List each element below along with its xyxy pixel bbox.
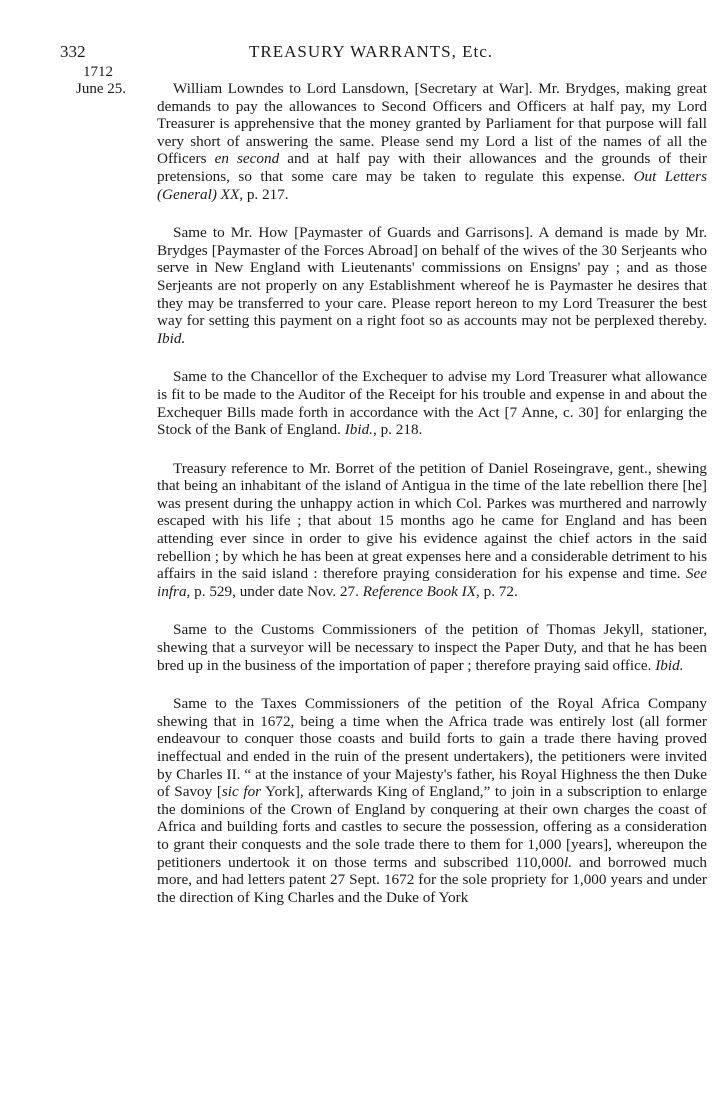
page-number: 332	[60, 42, 86, 61]
entry-royal-africa-company: Same to the Taxes Commissioners of the petition of the Royal Africa Company shewing that in 1672, being a time when the Africa trade was entirely lost (all former endeavour to conquer those coasts and build forts to gain a trade there having proved ineffectual and ended in the ruin of the present undertakers), the petitioners were invited by Charles II. “ at the instance of your Majesty's father, his Royal Highness the then Duke of Savoy [sic for York], afterwards King of England,” to join in a subscription to enlarge the dominions of the Crown of England by conquering at their own charges the coast of Africa and building forts and castles to secure the possession, offering as a consideration to grant their conquests and the sole trade there to them for 1,000 [years], whereupon the petitioners undertook it on those terms and subscribed 110,000l. and borrowed much more, and had letters patent 27 Sept. 1672 for the sole propriety for 1,000 years and under the direction of King Charles and the Duke of York	[157, 695, 707, 906]
margin-year: 1712	[83, 64, 113, 80]
page-header	[60, 42, 682, 66]
document-body	[157, 80, 707, 906]
source-reference: Ibid.	[344, 421, 373, 439]
entry-chancellor-exchequer: Same to the Chancellor of the Exchequer to advise my Lord Treasurer what allowance is fit to be made to the Auditor of the Receipt for his trouble and expense in and about the Exchequer Bills made forth in accordance with the Act [7 Anne, c. 30] for enlarging the Stock of the Bank of England. Ibid., p. 218.	[157, 368, 707, 439]
entry-roseingrave-petition: Treasury reference to Mr. Borret of the petition of Daniel Roseingrave, gent., shewing that being an inhabitant of the island of Antigua in the time of the late rebellion there [he] was present during the unhappy action in which Col. Parkes was murthered and narrowly escaped with his life ; that about 15 months ago he came for England and has been attending ever since in order to give his evidence against the chief actors in the said rebellion ; by which he has been at great expenses here and a considerable detriment to his affairs in the said island : therefore praying consideration for his expense and time. See infra, p. 529, under date Nov. 27. Reference Book IX, p. 72.	[157, 459, 707, 600]
running-title: TREASURY WARRANTS, Etc.	[248, 42, 494, 61]
source-reference: Ibid.	[157, 329, 186, 347]
source-reference: Ibid.	[655, 656, 684, 674]
margin-date: June 25.	[76, 81, 126, 97]
source-reference: Out Letters (General) XX	[157, 167, 707, 203]
entry-lowndes-lansdown: William Lowndes to Lord Lansdown, [Secretary at War]. Mr. Brydges, making great demands to pay the allowances to Second Officers and Officers at half pay, my Lord Treasurer is apprehensive that the money granted by Parliament for that purpose will fall very short of answering the same. Please send my Lord a list of the names of all the Officers en second and at half pay with their allowances and the grounds of their pretensions, so that some care may be taken to regulate this expense. Out Letters (General) XX, p. 217.	[157, 80, 707, 203]
source-reference: Reference Book IX	[362, 582, 476, 600]
cross-reference: See infra	[157, 565, 707, 600]
entry-how-paymaster: Same to Mr. How [Paymaster of Guards and Garrisons]. A demand is made by Mr. Brydges [Paymaster of the Forces Abroad] on behalf of the wives of the 30 Serjeants who serve in New England with Lieutenants' commissions on Ensigns' pay ; and as those Serjeants are not properly on any Establishment whereof he is Paymaster he desires that they may be transferred to your care. Please report hereon to my Lord Treasurer the best way for setting this payment on a right foot so as accounts may not be perplexed thereby. Ibid.	[157, 224, 707, 347]
entry-jekyll-petition: Same to the Customs Commissioners of the petition of Thomas Jekyll, stationer, shewing that a surveyor will be necessary to inspect the Paper Duty, and that he has been bred up in the business of the importation of paper ; therefore praying said office. Ibid.	[157, 621, 707, 674]
